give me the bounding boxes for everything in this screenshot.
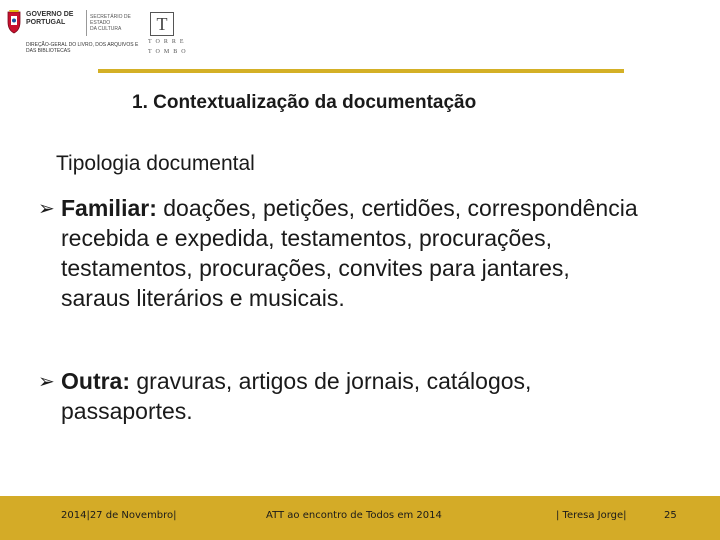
bullet-text: doações, petições, certidões, correspondência recebida e expedida, testamentos, procurações, testamentos, procurações, convites para jantares, saraus literários e musicais. (61, 195, 638, 311)
bullet-lead: Outra: (61, 368, 130, 394)
arrow-bullet-icon: ➢ (38, 369, 55, 393)
bullet-outra (38, 366, 668, 426)
gov-logo-text: GOVERNO DE PORTUGAL (26, 11, 74, 26)
governo-de-portugal-logo (6, 8, 86, 42)
torre-tombo-emblem-icon: T (150, 12, 174, 36)
torre-do-tombo-logo: T TORRE TOMBO (148, 14, 190, 55)
page-number: 25 (664, 510, 677, 521)
footer-bar (0, 496, 720, 540)
footer-event: ATT ao encontro de Todos em 2014 (266, 510, 442, 521)
bullet-lead: Familiar: (61, 195, 157, 221)
arrow-bullet-icon: ➢ (38, 196, 55, 220)
title-rule (98, 69, 624, 73)
logo-separator (86, 10, 87, 36)
slide-subtitle: Tipologia documental (56, 152, 255, 175)
bullet-familiar (38, 193, 638, 313)
bullet-text: gravuras, artigos de jornais, catálogos, passaportes. (61, 368, 532, 424)
ministry-text: SECRETÁRIO DE ESTADO DA CULTURA (90, 14, 131, 32)
portugal-coat-of-arms-icon (6, 8, 22, 34)
slide-title: 1. Contextualização da documentação (132, 92, 477, 113)
footer-date: 2014|27 de Novembro| (61, 510, 177, 521)
directorate-text: DIREÇÃO-GERAL DO LIVRO, DOS ARQUIVOS E DAS BIBLIOTECAS (26, 42, 139, 54)
footer-author: | Teresa Jorge| (556, 510, 627, 521)
